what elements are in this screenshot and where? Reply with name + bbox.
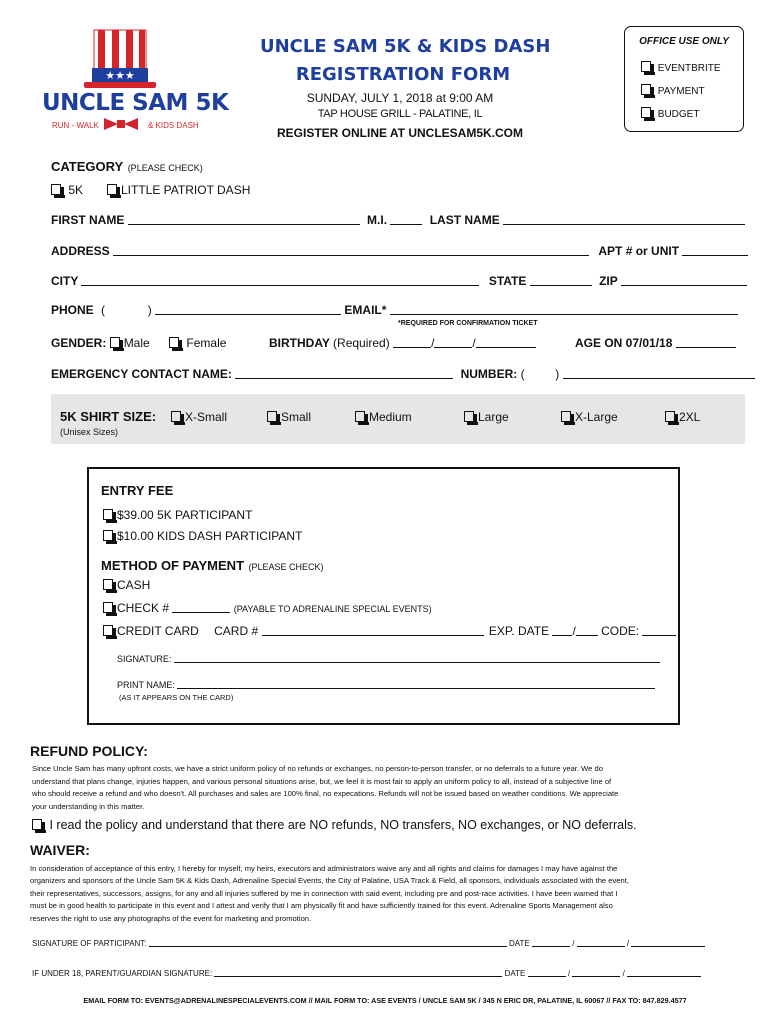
- participant-date-month[interactable]: [532, 938, 570, 947]
- office-eventbrite[interactable]: EVENTBRITE: [641, 61, 721, 74]
- participant-signature-row: SIGNATURE OF PARTICIPANT: DATE / /: [32, 938, 705, 948]
- phone-field[interactable]: [155, 304, 341, 315]
- checkbox-icon: [267, 411, 277, 422]
- category-heading: CATEGORY (PLEASE CHECK): [51, 159, 203, 174]
- participant-date-day[interactable]: [577, 938, 625, 947]
- checkbox-icon: [103, 530, 113, 541]
- logo-name: UNCLE SAM 5K: [42, 90, 229, 116]
- shirt-size-label: 5K SHIRT SIZE:: [60, 409, 157, 424]
- category-5k[interactable]: 5K: [51, 183, 83, 197]
- office-use-title: OFFICE USE ONLY: [639, 36, 729, 47]
- birthday-month-field[interactable]: [393, 337, 431, 348]
- age-field[interactable]: [676, 337, 736, 348]
- waiver-title: WAIVER:: [30, 842, 90, 858]
- refund-ack[interactable]: I read the policy and understand that there are NO refunds, NO transfers, NO exchanges, or NO deferrals.: [32, 818, 637, 832]
- last-name-field[interactable]: [503, 214, 745, 225]
- birthday-year-field[interactable]: [476, 337, 536, 348]
- print-name-field[interactable]: [177, 678, 655, 689]
- checkbox-icon: [641, 107, 651, 118]
- payment-cash[interactable]: CASH: [103, 578, 150, 592]
- row-age: AGE ON 07/01/18: [575, 336, 736, 350]
- card-signature-field[interactable]: [174, 652, 660, 663]
- emergency-contact-field[interactable]: [235, 368, 453, 379]
- shirt-xlarge[interactable]: X-Large: [561, 410, 618, 424]
- checkbox-icon: [103, 602, 113, 613]
- payment-heading: METHOD OF PAYMENT (PLEASE CHECK): [101, 558, 324, 573]
- address-field[interactable]: [113, 245, 589, 256]
- entry-fee-title: ENTRY FEE: [101, 483, 174, 498]
- birthday-day-field[interactable]: [434, 337, 472, 348]
- checkbox-icon: [641, 61, 651, 72]
- exp-year-field[interactable]: [576, 625, 598, 636]
- checkbox-icon: [355, 411, 365, 422]
- card-signature-row: SIGNATURE:: [117, 652, 660, 664]
- office-budget[interactable]: BUDGET: [641, 107, 699, 120]
- parent-date-day[interactable]: [572, 968, 620, 977]
- card-note: (AS IT APPEARS ON THE CARD): [119, 693, 234, 702]
- svg-text:★★★: ★★★: [105, 69, 135, 82]
- category-little-patriot[interactable]: LITTLE PATRIOT DASH: [107, 183, 250, 197]
- checkbox-icon: [641, 84, 651, 95]
- gender-female[interactable]: Female: [169, 336, 226, 350]
- exp-month-field[interactable]: [552, 625, 572, 636]
- emergency-number-field[interactable]: [563, 368, 755, 379]
- payment-check[interactable]: CHECK # (PAYABLE TO ADRENALINE SPECIAL EVENTS): [103, 601, 432, 615]
- logo-tagline-right: & KIDS DASH: [148, 121, 199, 130]
- participant-date-year[interactable]: [631, 938, 705, 947]
- checkbox-icon: [110, 337, 120, 348]
- shirt-size-box: [51, 394, 745, 444]
- checkbox-icon: [561, 411, 571, 422]
- parent-signature-field[interactable]: [214, 968, 502, 977]
- entry-5k-option[interactable]: $39.00 5K PARTICIPANT: [103, 508, 252, 522]
- row-gender: GENDER: Male Female: [51, 336, 227, 350]
- logo: [38, 24, 229, 136]
- participant-signature-field[interactable]: [149, 938, 507, 947]
- shirt-small[interactable]: Small: [267, 410, 311, 424]
- gender-male[interactable]: Male: [110, 336, 150, 350]
- row-phone: PHONE ( ) EMAIL*: [51, 303, 738, 317]
- city-field[interactable]: [81, 275, 479, 286]
- parent-signature-row: IF UNDER 18, PARENT/GUARDIAN SIGNATURE: DATE / /: [32, 968, 701, 978]
- form-title-line2: REGISTRATION FORM: [295, 64, 511, 85]
- footer-contact: EMAIL FORM TO: EVENTS@ADRENALINESPECIALEVENTS.COM // MAIL FORM TO: ASE EVENTS / UNCLE SAM 5K / 345 N ERIC DR, PALATINE, IL 60067 // FAX TO: 847.829.4577: [83, 996, 687, 1005]
- event-location: TAP HOUSE GRILL - PALATINE, IL: [317, 108, 483, 120]
- checkbox-icon: [107, 184, 117, 195]
- refund-text: Since Uncle Sam has many upfront costs, we have a strict uniform policy of no refunds or exchanges, no person-to-person transfer, or no deferrals to a future year. We do understand that plans change, injuries happen, and various personal situations arise, but, we feel it is most fair to apply an uniform policy to all, instead of a subjective line of who should receive a refund and who doesn't. All purchases and sales are 100% final, no expecations. Refunds will not be issued based on weather conditions. We appreciate your understanding in this matter.: [32, 764, 619, 811]
- checkbox-icon: [169, 337, 179, 348]
- parent-date-year[interactable]: [627, 968, 701, 977]
- logo-tagline-left: RUN - WALK: [52, 121, 99, 130]
- shirt-large[interactable]: Large: [464, 410, 509, 424]
- card-code-field[interactable]: [642, 625, 676, 636]
- office-use-box: [624, 26, 744, 132]
- register-online: REGISTER ONLINE AT UNCLESAM5K.COM: [276, 126, 523, 140]
- email-note: *REQUIRED FOR CONFIRMATION TICKET: [398, 320, 538, 327]
- office-payment[interactable]: PAYMENT: [641, 84, 705, 97]
- row-address: ADDRESS APT # or UNIT: [51, 244, 748, 258]
- parent-date-month[interactable]: [528, 968, 566, 977]
- form-title-line1: UNCLE SAM 5K & KIDS DASH: [260, 36, 551, 57]
- checkbox-icon: [103, 625, 113, 636]
- mi-field[interactable]: [390, 214, 422, 225]
- row-name: FIRST NAME M.I. LAST NAME: [51, 213, 745, 227]
- shirt-2xl[interactable]: 2XL: [665, 410, 700, 424]
- email-field[interactable]: [390, 304, 738, 315]
- checkbox-icon: [464, 411, 474, 422]
- card-number-field[interactable]: [262, 625, 484, 636]
- row-city: CITY STATE ZIP: [51, 274, 747, 288]
- checkbox-icon: [32, 819, 42, 830]
- shirt-xsmall[interactable]: X-Small: [171, 410, 227, 424]
- entry-fee-box: [87, 467, 680, 725]
- checkbox-icon: [665, 411, 675, 422]
- checkbox-icon: [103, 509, 113, 520]
- check-number-field[interactable]: [172, 602, 230, 613]
- checkbox-icon: [171, 411, 181, 422]
- zip-field[interactable]: [621, 275, 747, 286]
- waiver-text: In consideration of acceptance of this entry, I hereby for myself, my heirs, executors and administrators waive any and all rights and claims for damages I may have against the organizers and sponsors of the Uncle Sam 5K & Kids Dash, Adrenaline Special Events, the City of Palatine, USA Track & Field, all sponsors, individuals associated with the event, their representatives, successors, assigns, for any and all injuries suffered by me in connection with said event, including pre and post-race activities. I have been warned that I must be in good health to participate in this event and I attest and verify that I am physically fit and have sufficiently trained for this event. Adrenaline Sports Management also reserves the right to use any photographs of the event for marketing and promotion.: [30, 864, 629, 923]
- top-hat-icon: [38, 24, 208, 136]
- shirt-size-note: (Unisex Sizes): [60, 427, 119, 437]
- event-date: SUNDAY, JULY 1, 2018 at 9:00 AM: [306, 91, 494, 105]
- row-birthday: BIRTHDAY (Required) / /: [269, 336, 536, 350]
- checkbox-icon: [103, 579, 113, 590]
- row-emergency: EMERGENCY CONTACT NAME: NUMBER: ( ): [51, 367, 755, 381]
- print-name-row: PRINT NAME:: [117, 678, 655, 690]
- refund-title: REFUND POLICY:: [30, 743, 148, 759]
- payment-credit[interactable]: CREDIT CARD CARD # EXP. DATE / CODE:: [103, 624, 676, 638]
- apt-field[interactable]: [682, 245, 748, 256]
- first-name-field[interactable]: [128, 214, 360, 225]
- shirt-medium[interactable]: Medium: [355, 410, 412, 424]
- checkbox-icon: [51, 184, 61, 195]
- entry-kids-option[interactable]: $10.00 KIDS DASH PARTICIPANT: [103, 529, 302, 543]
- state-field[interactable]: [530, 275, 592, 286]
